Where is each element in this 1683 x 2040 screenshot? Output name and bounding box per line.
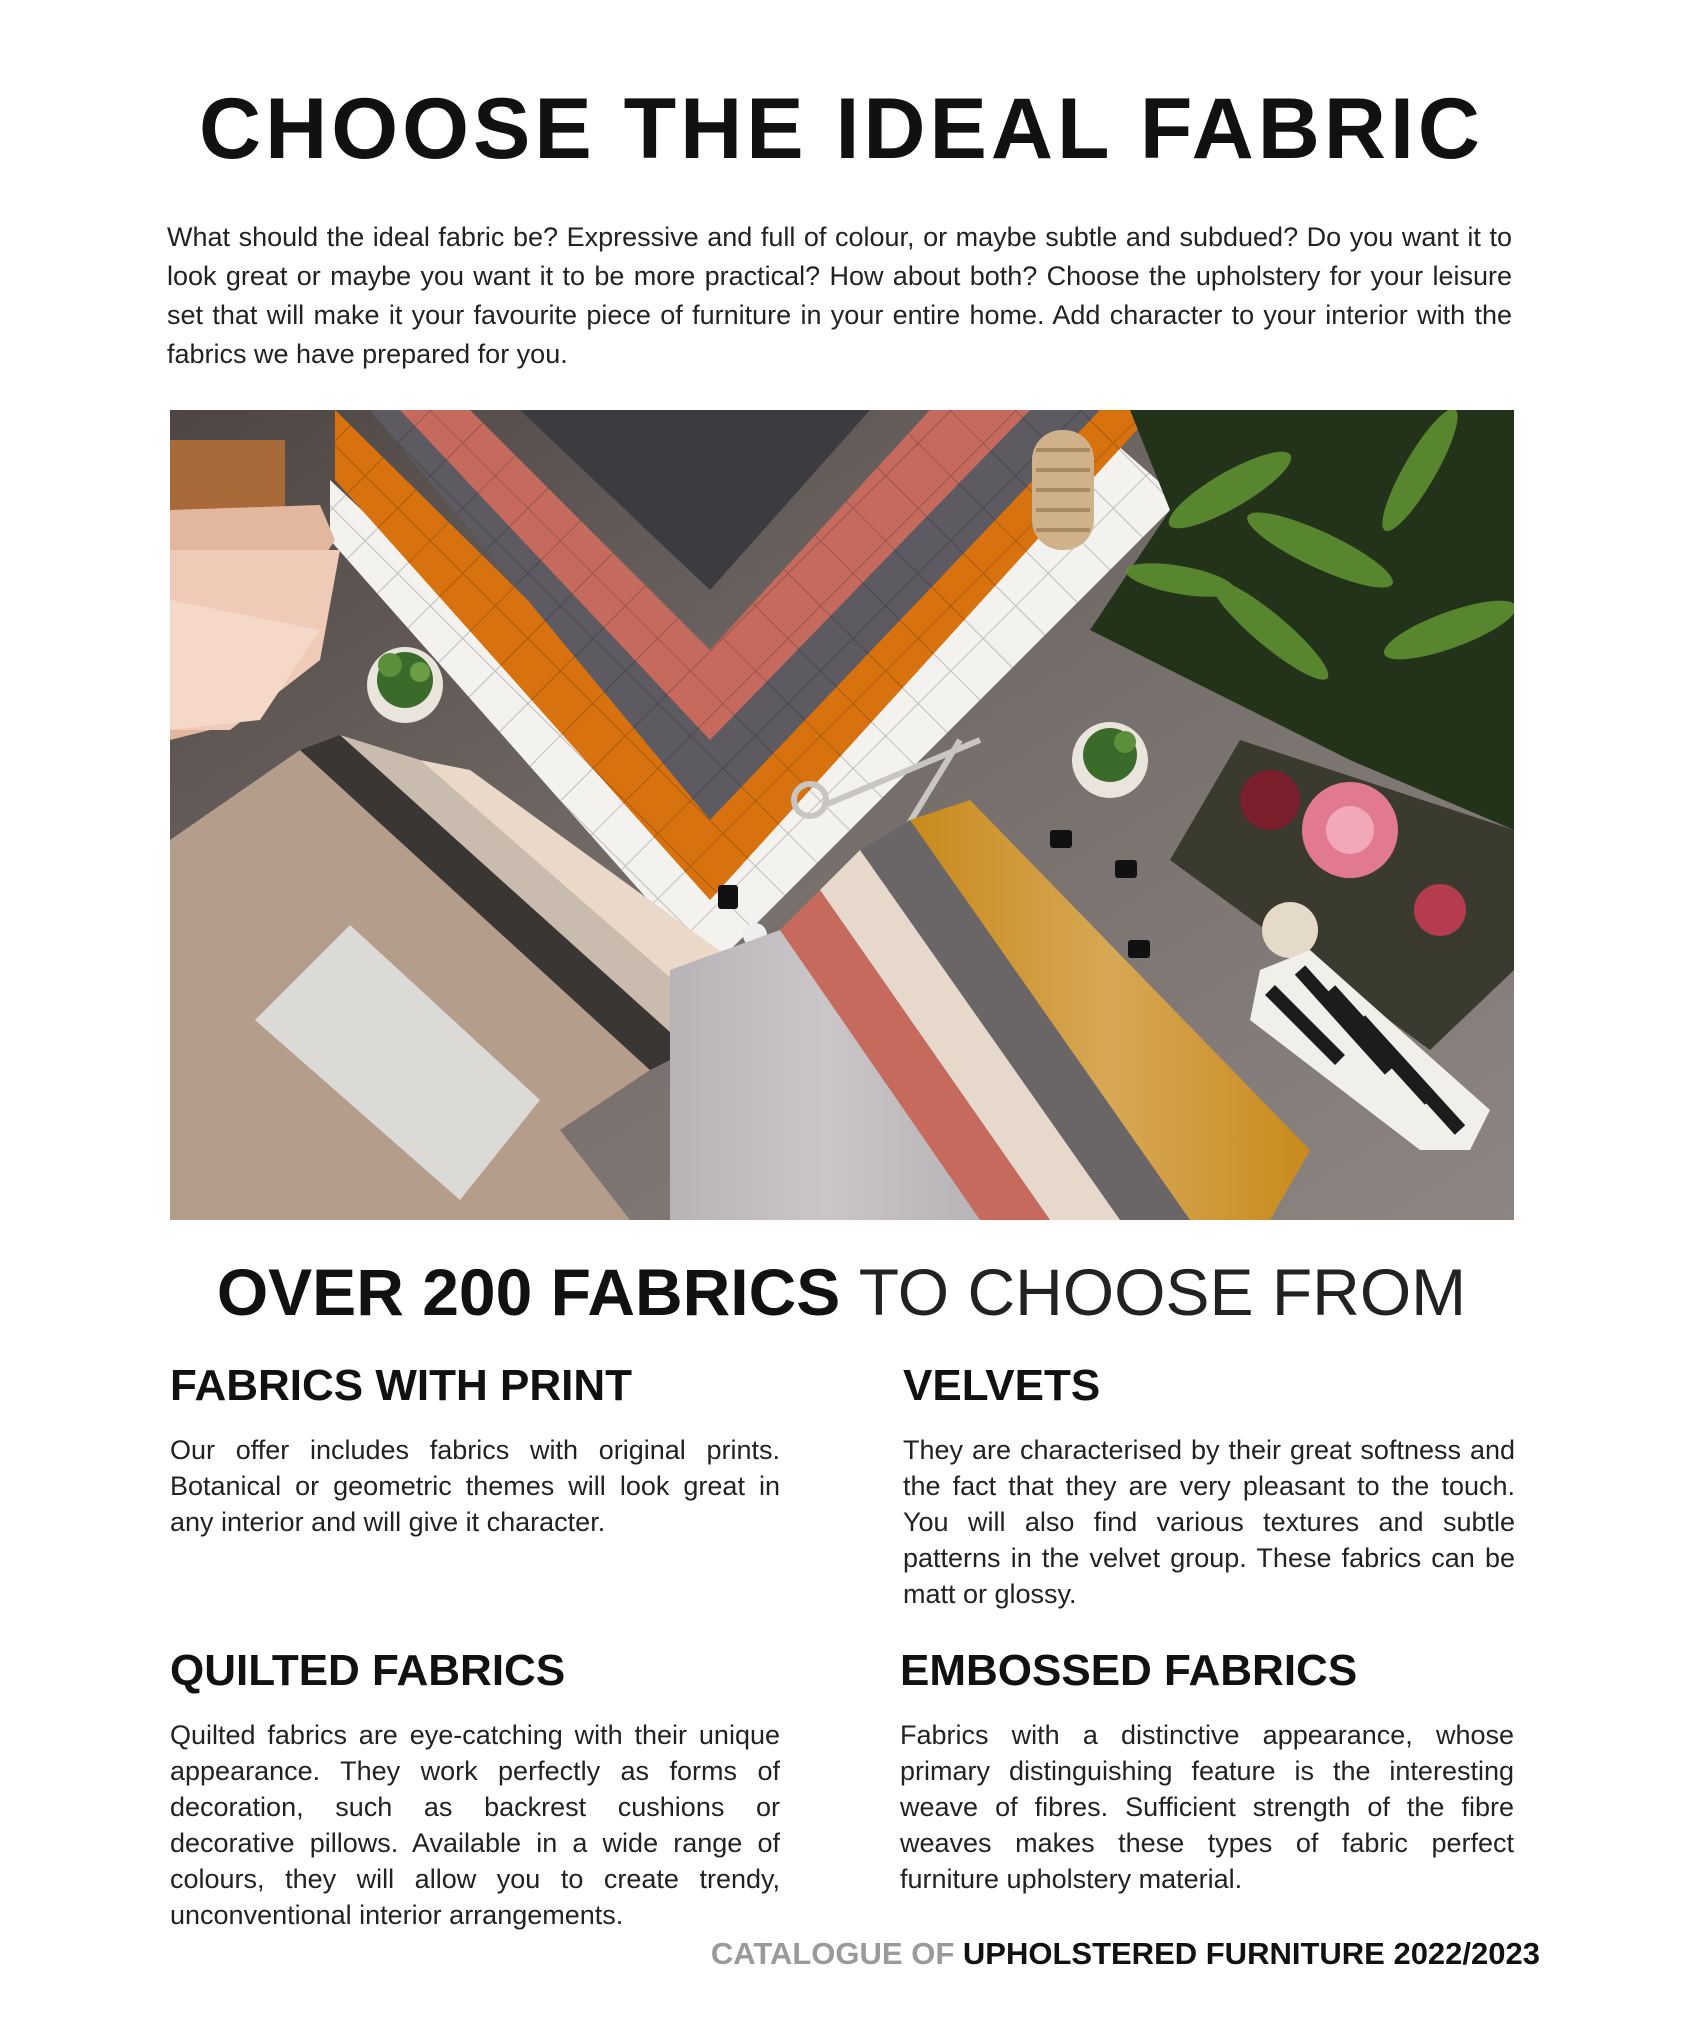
heading-fabrics-with-print: FABRICS WITH PRINT [170,1361,632,1410]
footer-strong: UPHOLSTERED FURNITURE 2022/2023 [962,1936,1540,1971]
text-fabrics-with-print: Our offer includes fabrics with original prints. Botanical or geometric themes will look great in any interior and will give it character. [170,1435,780,1537]
text-quilted-fabrics: Quilted fabrics are eye-catching with their unique appearance. They work perfectly as forms of decoration, such as backrest cushions or decorative pillows. Available in a wide range of colours, they will allow you to create trendy, unconventional interior arrangements. [170,1720,780,1930]
section-subtitle [0,1252,1683,1332]
twine-spool [1032,430,1094,550]
potted-plant-right [1072,722,1148,798]
heading-embossed-fabrics: EMBOSSED FABRICS [900,1646,1358,1695]
text-embossed-fabrics: Fabrics with a distinctive appearance, whose primary distinguishing feature is the interesting weave of fibres. Sufficient strength of the fibre weaves makes these types of fabric perfect furniture upholstery material. [900,1720,1514,1894]
footer-muted: CATALOGUE OF [710,1936,955,1971]
subtitle-light: TO CHOOSE FROM [858,1255,1467,1329]
text-velvets: They are characterised by their great softness and the fact that they are very pleasant to the touch. You will also find various textures and subtle patterns in the velvet group. These fabrics can be matt or glossy. [903,1435,1515,1609]
catalogue-footer [711,1934,1540,1974]
subtitle-bold: OVER 200 FABRICS [216,1255,841,1329]
page-title: CHOOSE THE IDEAL FABRIC [199,81,1484,177]
heading-quilted-fabrics: QUILTED FABRICS [170,1646,566,1695]
fabric-samples-photo [170,410,1514,1220]
potted-plant-left [367,647,443,723]
intro-paragraph: What should the ideal fabric be? Expressive and full of colour, or maybe subtle and subdued? Do you want it to look great or maybe you want it to be more practical? How about both? Choose the upholstery for your leisure set that will make it your favourite piece of furniture in your entire home. Add character to your interior with the fabrics we have prepared for you. [167,222,1512,369]
heading-velvets: VELVETS [903,1361,1101,1410]
